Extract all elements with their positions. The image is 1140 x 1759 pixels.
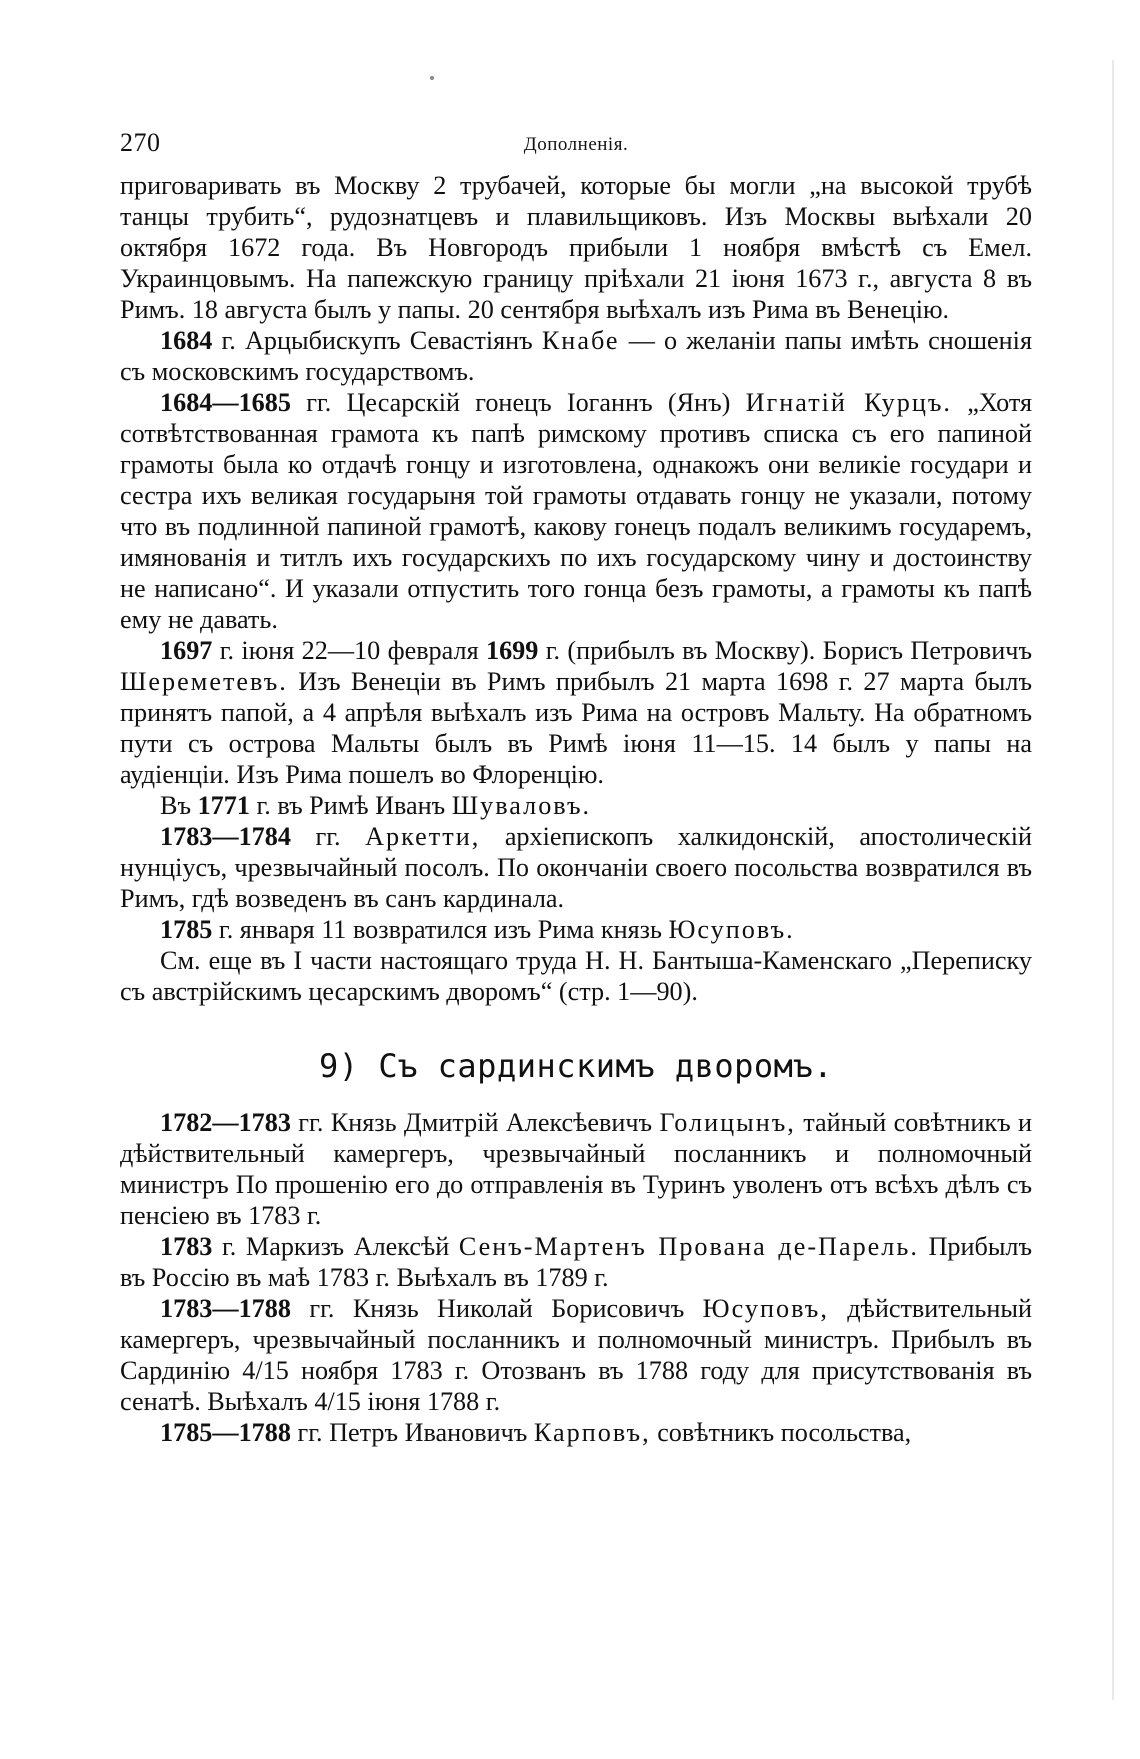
entry-text: гг. Петръ Ивановичъ: [297, 1418, 528, 1447]
entry-date: 1684—1685: [160, 388, 291, 417]
entry-tail: Изъ Венеціи въ Римъ прибылъ 21 марта 1698 г. 27 марта былъ принятъ папой, а 4 апрѣля выѣхалъ изъ Рима на островъ Мальту. На обратномъ пути съ острова Мальты былъ въ Римѣ іюня 11—15. 14 былъ у папы на аудіенціи. Изъ Рима пошелъ во Флоренцію.: [120, 667, 1032, 789]
see-also-note: См. еще въ I части настоящаго труда Н. Н. Бантыша-Каменскаго „Переписку съ австрійскимъ цесарскимъ дворомъ“ (стр. 1—90).: [120, 946, 1032, 1006]
entry-date: 1783: [160, 1232, 213, 1261]
entry-1771: [120, 790, 1032, 821]
person-name: Сенъ-Мартенъ Прована де-Парель.: [458, 1232, 919, 1261]
entry-tail: дѣйствительный камергеръ, чрезвычайный посланникъ и полномочный министръ. Прибылъ въ Сардинію 4/15 ноября 1783 г. Отозванъ въ 1788 году для присутствованія въ сенатѣ. Выѣхалъ 4/15 іюня 1788 г.: [120, 1294, 1032, 1416]
entry-text: гг. Князь Дмитрій Алексѣевичъ: [298, 1108, 653, 1137]
entry-1684-1685: [120, 387, 1032, 635]
entry-sardinia-1783: [120, 1231, 1032, 1293]
page-number: 270: [120, 128, 161, 157]
entry-tail: Прибылъ въ Россію въ маѣ 1783 г. Выѣхалъ въ 1789 г.: [120, 1232, 1033, 1292]
paragraph-continuation: приговаривать въ Москву 2 трубачей, которые бы могли „на высокой трубѣ танцы трубить“, рудознатцевъ и плавильщиковъ. Изъ Москвы выѣхали 20 октября 1672 года. Въ Новгородъ прибыли 1 ноября вмѣстѣ съ Емел. Украинцовымъ. На папежскую границу пріѣхали 21 іюня 1673 г., августа 8 въ Римъ. 18 августа былъ у папы. 20 сентября выѣхалъ изъ Рима въ Венецію.: [120, 171, 1032, 324]
person-name: Голицынъ,: [659, 1108, 796, 1137]
entry-date: 1684: [160, 326, 213, 355]
entry-1785: [120, 914, 1032, 945]
entry-text: гг. Цесарскій гонецъ Іоганнъ (Янъ): [306, 388, 731, 417]
entry-1783-1784: [120, 821, 1032, 914]
entry-tail: тайный совѣтникъ и дѣйствительный камергеръ, чрезвычайный посланникъ и полномочный министръ По прошенію его до отправленія въ Туринъ уволенъ отъ всѣхъ дѣлъ съ пенсіею въ 1783 г.: [120, 1108, 1032, 1230]
person-name: Кнабе: [541, 326, 620, 355]
entry-tail: — о желаніи папы имѣть сношенія съ московскимъ государствомъ.: [120, 326, 1032, 386]
entry-text-2: г. (прибылъ въ Москву). Борисъ Петровичъ: [545, 636, 1033, 665]
entry-date: 1771: [197, 791, 250, 820]
person-name: Шереметевъ.: [120, 667, 288, 696]
entry-sardinia-1783-1788: [120, 1293, 1032, 1417]
page-header: [120, 128, 1032, 162]
person-name: Юсуповъ,: [702, 1294, 829, 1323]
entry-sardinia-1782: [120, 1107, 1032, 1231]
entry-text: г. въ Римѣ Иванъ: [256, 791, 446, 820]
book-page: [120, 0, 1032, 1759]
running-title: Дополненія.: [523, 134, 629, 155]
entry-1697: [120, 635, 1032, 790]
person-name: Юсуповъ.: [668, 915, 795, 944]
section-title: 9) Съ сардинскимъ дворомъ.: [319, 1047, 833, 1085]
entry-tail: „Хотя сотвѣтствованная грамота къ папѣ римскому противъ списка съ его папиной грамоты была ко отдачѣ гонцу и изготовлена, однакожъ они великіе государи и сестра ихъ великая государыня той грамоты отдавать гонцу не указали, потому что въ подлинной папиной грамотѣ, какову гонецъ подалъ великимъ государемъ, имянованія и титлъ ихъ государскихъ по ихъ государскому чину и достоинству не написано“. И указали отпустить того гонца безъ грамоты, а грамоты къ папѣ ему не давать.: [120, 388, 1032, 634]
entry-date: 1783—1784: [160, 822, 291, 851]
entry-text: г. Маркизъ Алексѣй: [221, 1232, 450, 1261]
entry-date: 1697: [160, 636, 213, 665]
entry-tail: архіепископъ халкидонскій, апостолическій нунціусъ, чрезвычайный посолъ. По окончаніи своего посольства возвратился въ Римъ, гдѣ возведенъ въ санъ кардинала.: [120, 822, 1033, 913]
person-name: Карповъ,: [533, 1418, 651, 1447]
entry-text: г. Арцыбискупъ Севастіянъ: [221, 326, 533, 355]
entry-text: г. января 11 возвратился изъ Рима князь: [218, 915, 662, 944]
entry-date: 1785—1788: [160, 1418, 291, 1447]
entry-sardinia-1785-1788: [120, 1417, 1032, 1448]
entry-text: гг.: [315, 822, 341, 851]
entry-1684: [120, 325, 1032, 387]
entry-prefix: Въ: [160, 791, 192, 820]
entry-date: 1782—1783: [160, 1108, 291, 1137]
page-edge-line: [1112, 60, 1114, 1700]
page-body: [120, 170, 1032, 1448]
entry-date-2: 1699: [485, 636, 539, 665]
entry-text: г. іюня 22—10 февраля: [219, 636, 479, 665]
entry-tail: совѣтникъ посольства,: [657, 1418, 912, 1447]
entry-date: 1783—1788: [160, 1294, 291, 1323]
entry-text: гг. Князь Николай Борисовичъ: [309, 1294, 685, 1323]
entry-date: 1785: [160, 915, 213, 944]
person-name: Шуваловъ.: [451, 791, 592, 820]
person-name: Аркетти,: [365, 822, 481, 851]
person-name: Игнатій Курцъ.: [745, 388, 952, 417]
